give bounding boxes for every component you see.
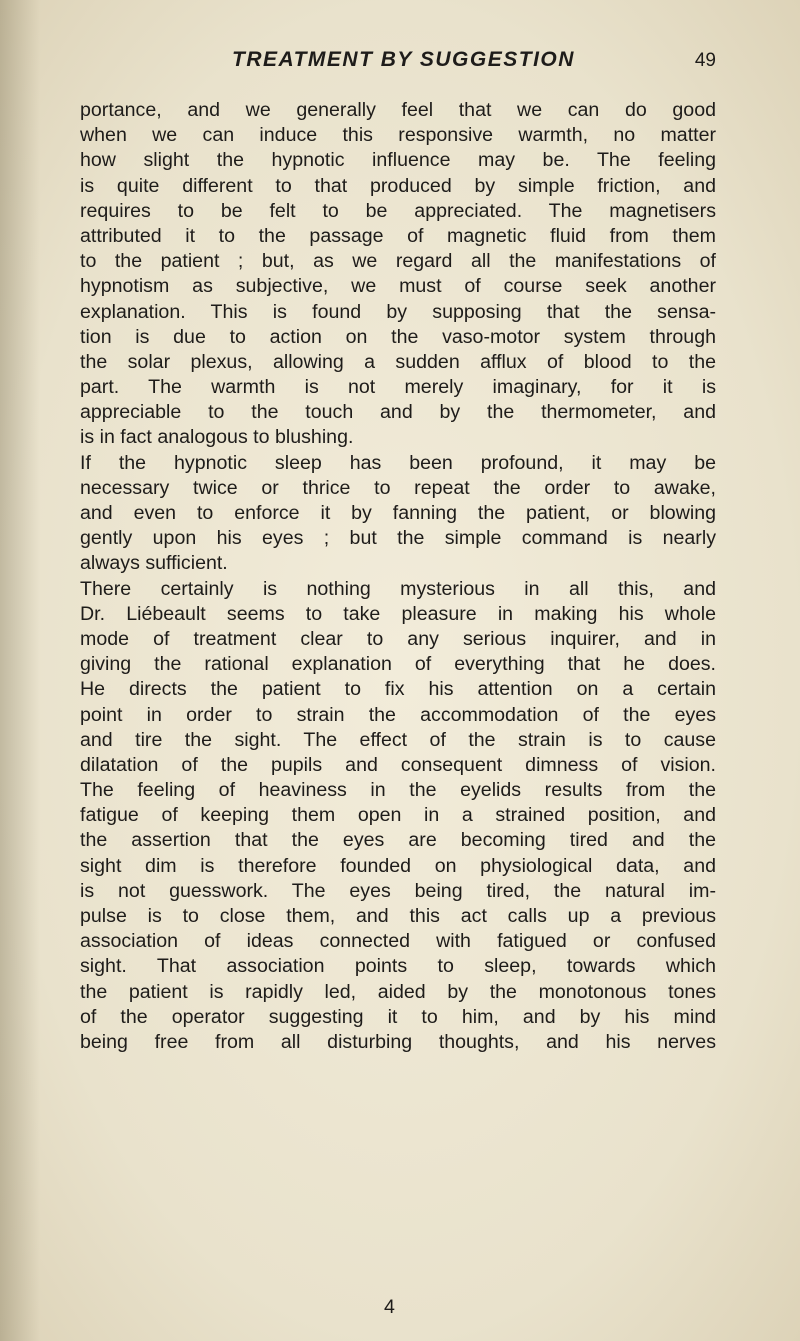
text-line: giving the rational explanation of everything that he does. [80,653,716,676]
text-line: association of ideas connected with fatigued or confused [80,930,716,953]
signature-mark: 4 [384,1296,395,1318]
text-line: part. The warmth is not merely imaginary, for it is [80,376,716,399]
text-line: portance, and we generally feel that we can do good [80,99,716,121]
page-number: 49 [694,50,716,71]
text-line: mode of treatment clear to any serious inquirer, and in [80,627,716,650]
text-line: necessary twice or thrice to repeat the order to awake, [80,476,716,499]
text-line: requires to be felt to be appreciated. The magnetisers [80,199,716,222]
page-edge-shadow [0,0,40,1341]
text-line: is in fact analogous to blushing. [80,426,354,449]
text-line: dilatation of the pupils and consequent dimness of vision. [80,753,716,776]
text-line: Dr. Liébeault seems to take pleasure in making his whole [80,602,716,625]
text-line: tion is due to action on the vaso-motor system through [80,325,716,348]
text-line: gently upon his eyes ; but the simple command is nearly [80,527,716,550]
text-line: of the operator suggesting it to him, and by his mind [80,1005,716,1028]
text-line: sight dim is therefore founded on physiological data, and [80,854,716,877]
text-line: hypnotism as subjective, we must of course seek another [80,275,716,298]
text-line: The feeling of heaviness in the eyelids results from the [80,779,716,802]
text-line: sight. That association points to sleep, towards which [80,955,716,978]
text-line: pulse is to close them, and this act calls up a previous [80,905,716,927]
text-line: attributed it to the passage of magnetic fluid from them [80,224,716,247]
text-line: fatigue of keeping them open in a strained position, and [80,804,716,827]
text-line: the solar plexus, allowing a sudden afflux of blood to the [80,350,716,373]
text-line: He directs the patient to fix his attention on a certain [80,678,716,701]
body-text [80,98,716,1055]
running-title: TREATMENT BY SUGGESTION [232,48,575,71]
text-line: the assertion that the eyes are becoming tired and the [80,829,716,852]
text-line: is not guesswork. The eyes being tired, the natural im- [80,879,716,902]
text-line: being free from all disturbing thoughts, and his nerves [80,1030,716,1053]
text-line: point in order to strain the accommodation of the eyes [80,703,716,726]
paragraph-start-line: If the hypnotic sleep has been profound, it may be [80,451,716,474]
text-line: and tire the sight. The effect of the strain is to cause [80,728,716,751]
text-line: appreciable to the touch and by the thermometer, and [80,401,716,424]
text-line: how slight the hypnotic influence may be. The feeling [80,149,716,172]
text-line: is quite different to that produced by simple friction, and [80,174,716,197]
text-line: to the patient ; but, as we regard all the manifestations of [80,250,716,273]
text-line: when we can induce this responsive warmth, no matter [80,124,716,147]
page-header [80,48,720,78]
text-line: always sufficient. [80,552,228,575]
text-line: explanation. This is found by supposing that the sensa- [80,300,716,323]
text-line: and even to enforce it by fanning the patient, or blowing [80,502,716,524]
text-line: the patient is rapidly led, aided by the monotonous tones [80,980,716,1003]
paragraph-start-line: There certainly is nothing mysterious in all this, and [80,577,716,600]
